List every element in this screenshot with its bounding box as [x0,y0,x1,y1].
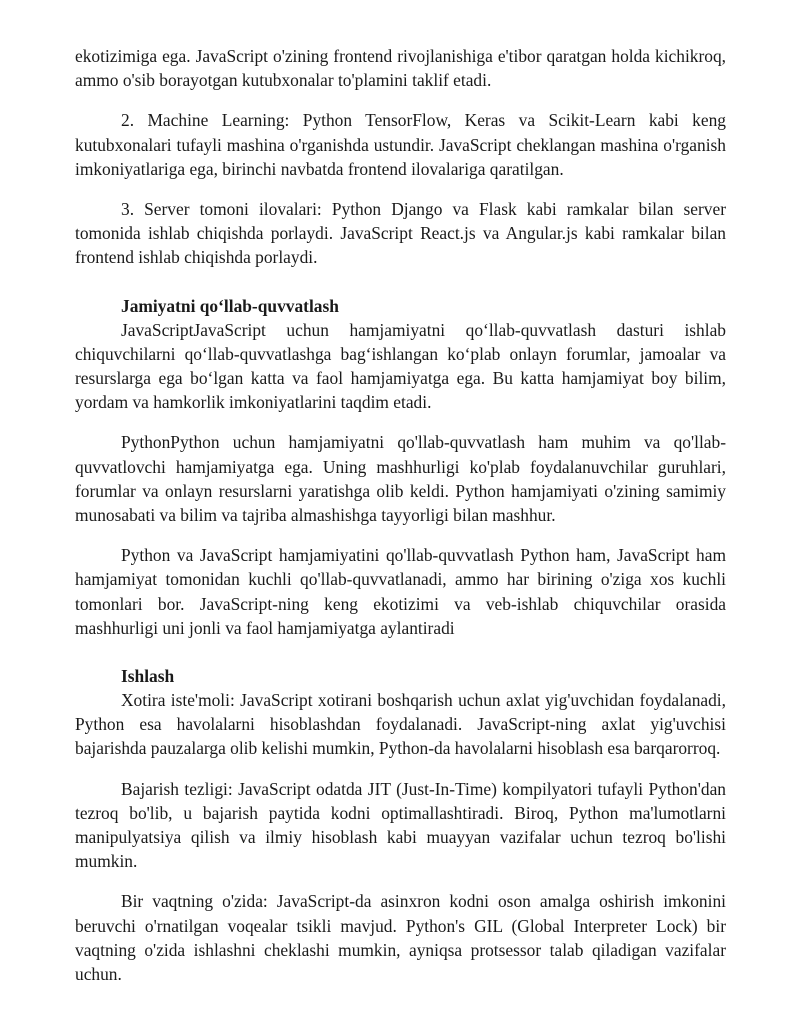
paragraph-memory-consumption: Xotira iste'moli: JavaScript xotirani boshqarish uchun axlat yig'uvchidan foydalanadi, Python esa havolalarni hisoblashdan foydalanadi. JavaScript-ning axlat yig'uvchisi bajarishda pauzalarga olib kelishi mumkin, Python-da havolalarni hisoblash esa barqarorroq. [75,690,726,759]
heading-community-support: Jamiyatni qo‘llab-quvvatlash [121,295,339,316]
paragraph-execution-speed: Bajarish tezligi: JavaScript odatda JIT (Just-In-Time) kompilyatori tufayli Python'dan tezroq bo'lib, u bajarish paytida kodni optimallashtiradi. Biroq, Python ma'lumotlarni manipulyatsiya qilish va ilmiy hisoblash kabi muayyan vazifalar uchun tezroq bo'lishi mumkin. [75,778,726,872]
paragraph-community-javascript: JavaScriptJavaScript uchun hamjamiyatni qo‘llab-quvvatlash dasturi ishlab chiquvchilarni qo‘llab-quvvatlashga bag‘ishlangan ko‘plab onlayn forumlar, jamoalar va resurslarga ega bo‘lgan katta va faol hamjamiyatga ega. Bu katta hamjamiyat boy bilim, yordam va hamkorlik imkoniyatlarini taqdim etadi. [75,319,726,413]
heading-performance: Ishlash [121,666,175,687]
paragraph-concurrency: Bir vaqtning o'zida: JavaScript-da asinxron kodni oson amalga oshirish imkonini beruvchi o'rnatilgan voqealar tsikli mavjud. Python's GIL (Global Interpreter Lock) bir vaqtning o'zida ishlashni cheklashi mumkin, ayniqsa protsessor talab qiladigan vazifalar uchun. [75,891,726,985]
paragraph-server-side: 3. Server tomoni ilovalari: Python Django va Flask kabi ramkalar bilan server tomonida ishlab chiqishda porlaydi. JavaScript React.js va Angular.js kabi ramkalar bilan frontend ishlab chiqishda porlaydi. [75,199,726,268]
paragraph-machine-learning: 2. Machine Learning: Python TensorFlow, Keras va Scikit-Learn kabi keng kutubxonalari tufayli mashina o'rganishda ustundir. JavaScript cheklangan mashina o'rganish imkoniyatlariga ega, birinchi navbatda frontend ilovalariga qaratilgan. [75,110,726,179]
paragraph-community-python: PythonPython uchun hamjamiyatni qo'llab-quvvatlash ham muhim va qo'llab-quvvatlovchi hamjamiyatga ega. Uning mashhurligi ko'plab foydalanuvchilar guruhlari, forumlar va onlayn resurslarni yaratishga olib keldi. Python hamjamiyati o'zining samimiy munosabati va bilim va tajriba almashishga tayyorligi bilan mashhur. [75,432,726,526]
paragraph-ecosystem-continuation: ekotizimiga ega. JavaScript o'zining frontend rivojlanishiga e'tibor qaratgan holda kichikroq, ammo o'sib borayotgan kutubxonalar to'plamini taklif etadi. [75,46,726,91]
paragraph-community-comparison: Python va JavaScript hamjamiyatini qo'llab-quvvatlash Python ham, JavaScript ham hamjamiyat tomonidan kuchli qo'llab-quvvatlanadi, ammo har birining o'ziga xos kuchli tomonlari bor. JavaScript-ning keng ekotizimi va veb-ishlab chiquvchilar orasida mashhurligi uni jonli va faol hamjamiyatga aylantiradi [75,545,726,638]
